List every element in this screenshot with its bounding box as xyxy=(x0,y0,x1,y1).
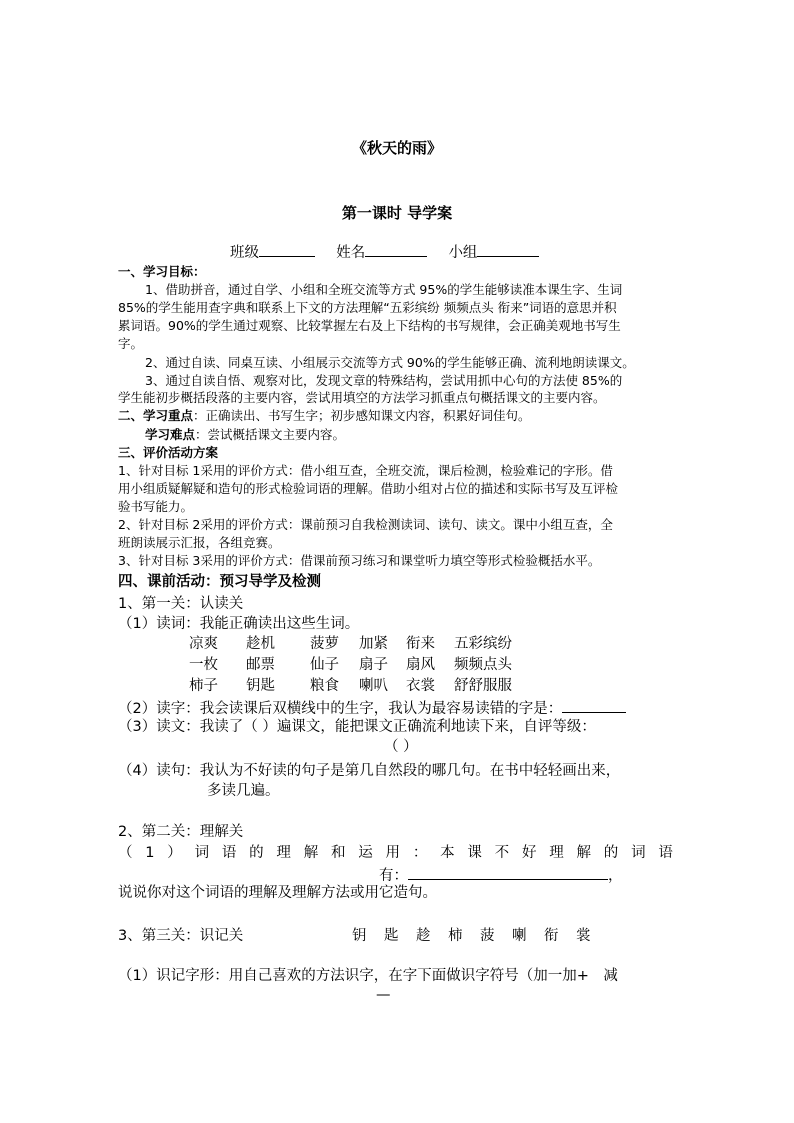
goal-1-line-4: 字。 xyxy=(118,336,144,351)
word-item: 柿子 xyxy=(189,678,218,694)
eval-2-line-2: 班朗读展示汇报，各组竞赛。 xyxy=(118,535,281,550)
spread-char: 语 xyxy=(221,845,237,861)
task-read-chars xyxy=(118,697,626,719)
eval-1-line-2: 用小组质疑解疑和造句的形式检验词语的理解。借助小组对占位的描述和实际书写及互评检 xyxy=(118,481,619,496)
doc-subtitle: 第一课时 导学案 xyxy=(341,204,453,222)
word-item: 衣裳 xyxy=(406,678,435,694)
word-item: 趁机 xyxy=(246,636,275,652)
task-read-chars-text: （2）读字：我会读课后双横线中的生字，我认为最容易读错的字是： xyxy=(118,701,563,717)
eval-1-line-3: 验书写能力。 xyxy=(118,499,194,514)
eval-2-line-1: 2、针对目标 2采用的评价方式：课前预习自我检测读词、读句、读文。课中小组互查，全 xyxy=(118,517,613,532)
spread-char: 运 xyxy=(358,845,373,861)
word-item: 五彩缤纷 xyxy=(454,636,512,652)
section-2-heading: 二、学习重点 xyxy=(118,408,194,423)
doc-title: 《秋天的雨》 xyxy=(351,139,442,157)
word-item: 舒舒服服 xyxy=(454,678,512,694)
word-item: 仙子 xyxy=(310,657,339,673)
task-read-words: （1）读词：我能正确读出这些生词。 xyxy=(118,616,360,632)
char-item: 趁 xyxy=(416,928,431,944)
char-item: 喇 xyxy=(512,928,527,944)
task-read-text: （3）读文：我读了（ ）遍课文，能把课文正确流利地读下来，自评等级： xyxy=(118,719,596,735)
word-item: 一枚 xyxy=(189,657,218,673)
spread-char: 不 xyxy=(494,845,510,861)
word-item: 衔来 xyxy=(406,636,435,652)
group-label: 小组 xyxy=(448,245,478,261)
section-3-heading: 三、评价活动方案 xyxy=(118,445,219,460)
char-item: 柿 xyxy=(448,928,463,944)
hard-char-blank[interactable] xyxy=(562,697,626,713)
goal-3-line-1: 3、通过自读自悟、观察对比，发现文章的特殊结构，尝试用抓中心句的方法使 85%的 xyxy=(145,373,623,388)
task-read-sentences: （4）读句：我认为不好读的句子是第几自然段的哪几句。在书中轻轻画出来， xyxy=(118,763,621,779)
spread-char: 词 xyxy=(631,845,646,861)
class-blank[interactable] xyxy=(259,241,315,257)
eval-1-line-1: 1、针对目标 1采用的评价方式：借小组互查，全班交流，课后检测，检验难记的字形。借 xyxy=(118,463,613,478)
spread-char: 课 xyxy=(467,845,482,861)
group-blank[interactable] xyxy=(477,241,539,257)
hard-words-blank[interactable] xyxy=(408,864,608,880)
level-2-title: 2、第二关：理解关 xyxy=(118,824,244,840)
hard-words-comma: ， xyxy=(608,868,623,884)
goal-2-line: 2、通过自读、同桌互读、小组展示交流等方式 90%的学生能够正确、流利地朗读课文。 xyxy=(145,355,635,370)
goal-3-line-2: 学生能初步概括段落的主要内容，尝试用填空的方法学习抓重点句概括课文的主要内容。 xyxy=(118,390,606,405)
spread-char: 词 xyxy=(194,845,210,861)
key-points-text: ：正确读出、书写生字；初步感知课文内容，积累好词佳句。 xyxy=(193,408,531,423)
goal-1-line-2: 85%的学生能用查字典和联系上下文的方法理解“五彩缤纷 频频点头 衔来”词语的意思并积 xyxy=(118,300,617,315)
spread-char: 好 xyxy=(521,845,537,861)
spread-char: （ xyxy=(118,845,133,861)
word-item: 粮食 xyxy=(310,678,339,694)
section-1-heading: 一、学习目标： xyxy=(118,264,206,279)
spread-char: 理 xyxy=(276,845,291,861)
spread-char: 的 xyxy=(249,845,264,861)
self-grade-bracket[interactable]: （ ） xyxy=(384,739,418,755)
spread-char: ） xyxy=(167,845,182,861)
difficulty-label: 学习难点 xyxy=(145,427,196,442)
hard-words-label: 有： xyxy=(379,868,408,884)
spread-char: 用 xyxy=(385,845,401,861)
spread-char: 解 xyxy=(576,845,592,861)
char-item: 匙 xyxy=(384,928,399,944)
key-points-line xyxy=(118,408,531,424)
task-memorize-shape: （1）识记字形：用自己喜欢的方法识字，在字下面做识字符号（加一加+ 减 xyxy=(118,968,618,984)
spread-char: ： xyxy=(412,845,428,861)
word-item: 频频点头 xyxy=(454,657,512,673)
class-label: 班级 xyxy=(230,245,259,261)
char-item: 裳 xyxy=(576,928,591,944)
word-item: 扇子 xyxy=(359,657,388,673)
spread-char: 的 xyxy=(603,845,619,861)
word-explain-task: 说说你对这个词语的理解及理解方法或用它造句。 xyxy=(118,885,437,901)
word-item: 菠萝 xyxy=(310,636,339,652)
level-3-title: 3、第三关：识记关 xyxy=(118,928,244,944)
name-label: 姓名 xyxy=(336,245,366,261)
eval-3-line: 3、针对目标 3采用的评价方式：借课前预习练习和课堂听力填空等形式检验概括水平。 xyxy=(118,553,601,568)
name-blank[interactable] xyxy=(365,241,427,257)
word-item: 加紧 xyxy=(359,636,388,652)
char-item: 衔 xyxy=(544,928,559,944)
word-item: 钥匙 xyxy=(246,678,275,694)
level-1-title: 1、第一关：认读关 xyxy=(118,596,244,612)
spread-char: 1 xyxy=(145,845,155,861)
memorize-chars xyxy=(352,926,608,946)
char-item: 钥 xyxy=(352,928,367,944)
student-info-line xyxy=(230,241,539,263)
spread-char: 语 xyxy=(658,845,673,861)
difficulty-text: ：尝试概括课文主要内容。 xyxy=(195,427,346,442)
spread-char: 本 xyxy=(440,845,455,861)
task-read-sentences-cont: 多读几遍。 xyxy=(207,783,280,799)
difficulty-line xyxy=(145,427,345,443)
goal-1-line-3: 累词语。90%的学生通过观察、比较掌握左右及上下结构的书写规律，会正确美观地书写生 xyxy=(118,318,621,333)
word-item: 扇风 xyxy=(406,657,435,673)
task-word-usage xyxy=(118,843,673,863)
task-memorize-shape-cont: — xyxy=(376,987,391,1003)
word-item: 邮票 xyxy=(246,657,275,673)
section-4-heading: 四、课前活动：预习导学及检测 xyxy=(118,574,321,590)
char-item: 菠 xyxy=(480,928,495,944)
word-item: 喇叭 xyxy=(359,678,388,694)
spread-char: 解 xyxy=(303,845,319,861)
goal-1-line-1: 1、借助拼音，通过自学、小组和全班交流等方式 95%的学生能够读准本课生字、生词 xyxy=(145,282,623,297)
word-item: 凉爽 xyxy=(189,636,218,652)
spread-char: 理 xyxy=(549,845,564,861)
spread-char: 和 xyxy=(330,845,346,861)
